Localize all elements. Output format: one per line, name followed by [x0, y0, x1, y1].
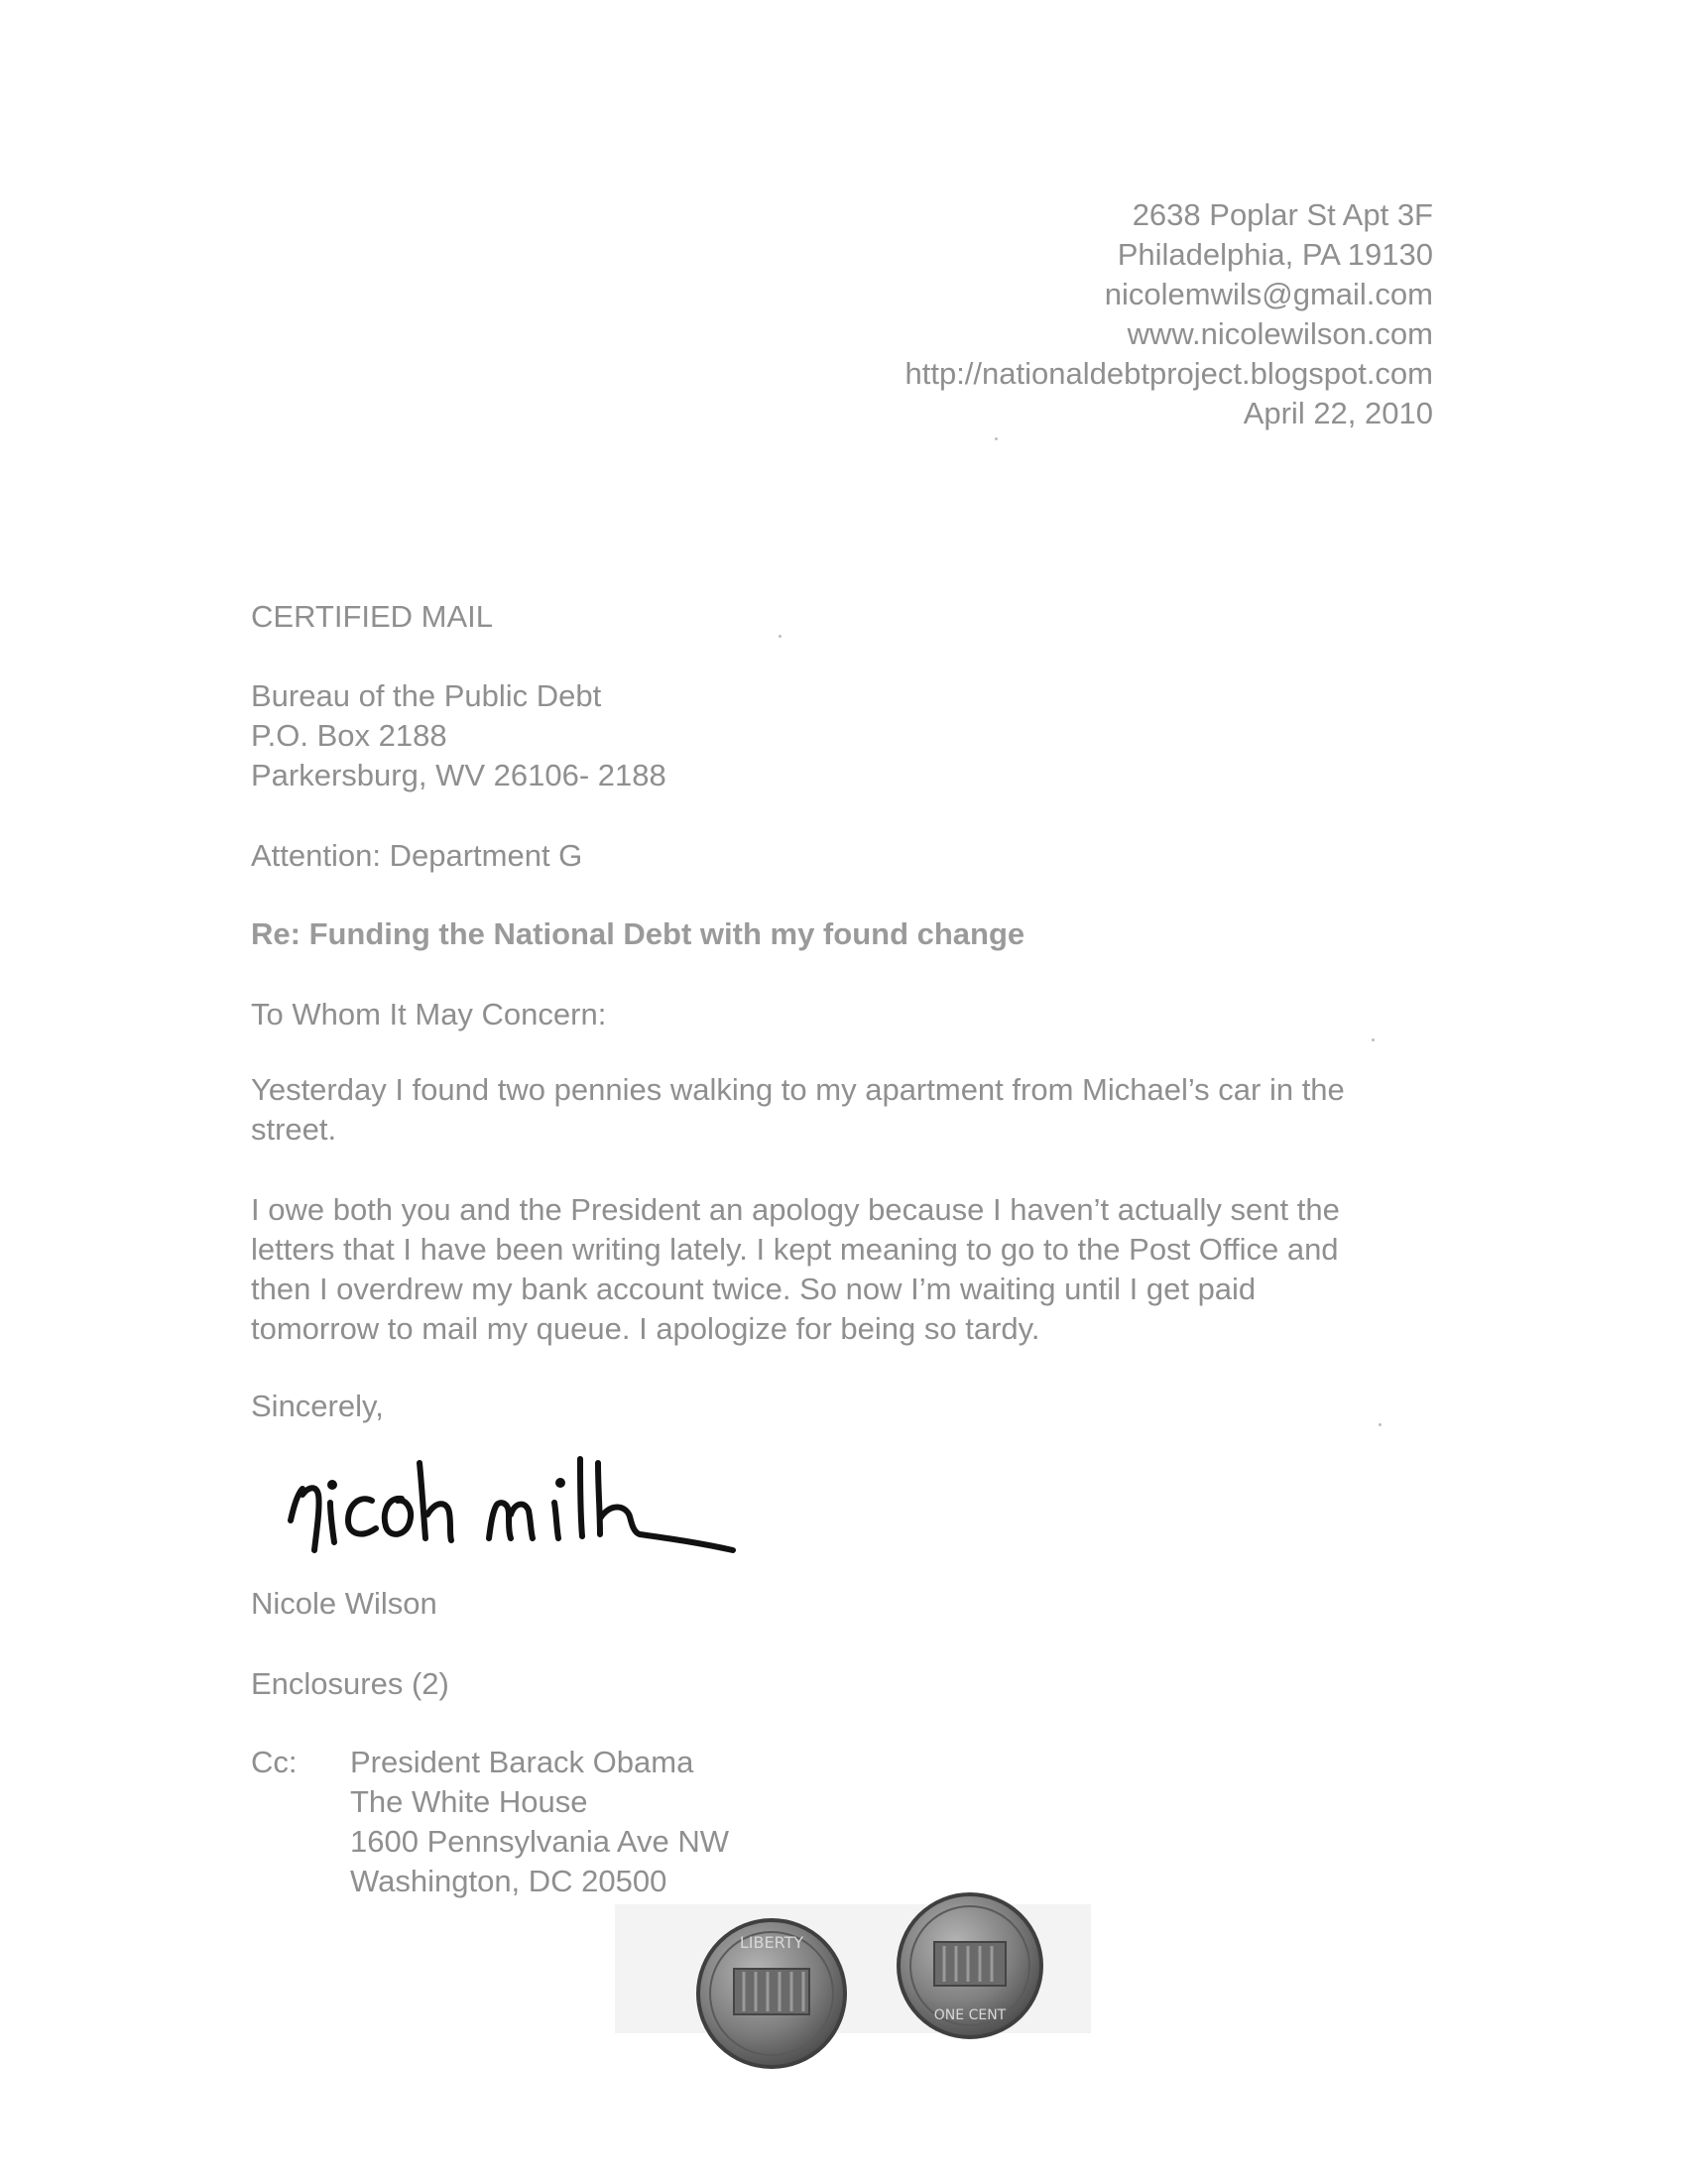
sender-address-block — [904, 195, 1433, 433]
coin-text-left: LIBERTY — [739, 1933, 804, 1952]
penny-right — [899, 1894, 1041, 2037]
sender-website: www.nicolewilson.com — [1127, 316, 1433, 351]
enclosures-note: Enclosures (2) — [251, 1666, 449, 1701]
body-paragraph-1 — [251, 1070, 1441, 1150]
recipient-city: Parkersburg, WV 26106- 2188 — [251, 758, 666, 792]
letter-date: April 22, 2010 — [1243, 396, 1433, 430]
recipient-address-block — [251, 676, 666, 795]
signer-name: Nicole Wilson — [251, 1586, 437, 1621]
scan-speck — [779, 635, 782, 638]
closing: Sincerely, — [251, 1389, 384, 1423]
sender-city: Philadelphia, PA 19130 — [1117, 237, 1433, 272]
sender-street: 2638 Poplar St Apt 3F — [1132, 197, 1433, 232]
cc-recipient-street: 1600 Pennsylvania Ave NW — [350, 1824, 729, 1859]
cc-recipient-city: Washington, DC 20500 — [350, 1864, 667, 1898]
body-line: letters that I have been writing lately. I kept meaning to go to the Post Office and — [251, 1232, 1339, 1267]
body-line: street. — [251, 1112, 337, 1147]
sender-blog: http://nationaldebtproject.blogspot.com — [904, 356, 1433, 391]
delivery-note: CERTIFIED MAIL — [251, 599, 494, 634]
sender-email: nicolemwils@gmail.com — [1104, 277, 1433, 311]
body-paragraph-2 — [251, 1190, 1441, 1349]
body-line: Yesterday I found two pennies walking to my apartment from Michael’s car in the — [251, 1072, 1345, 1107]
salutation: To Whom It May Concern: — [251, 997, 607, 1031]
scan-speck — [1379, 1423, 1382, 1426]
cc-recipient-org: The White House — [350, 1784, 588, 1819]
handwritten-signature — [281, 1443, 796, 1562]
recipient-po-box: P.O. Box 2188 — [251, 718, 447, 753]
cc-recipient-name: President Barack Obama — [350, 1745, 694, 1779]
body-line: tomorrow to mail my queue. I apologize for being so tardy. — [251, 1311, 1040, 1346]
body-line: I owe both you and the President an apology because I haven’t actually sent the — [251, 1192, 1340, 1227]
penny-left — [698, 1920, 845, 2067]
scan-speck — [1372, 1038, 1375, 1041]
attention-line: Attention: Department G — [251, 838, 583, 873]
coin-text-right: ONE CENT — [933, 2007, 1007, 2023]
body-line: then I overdrew my bank account twice. So now I’m waiting until I get paid — [251, 1272, 1257, 1306]
cc-label: Cc: — [251, 1745, 298, 1779]
scan-speck — [995, 437, 998, 440]
enclosed-pennies — [595, 1865, 1111, 2093]
subject-line: Re: Funding the National Debt with my found change — [251, 916, 1025, 951]
recipient-name: Bureau of the Public Debt — [251, 678, 602, 713]
